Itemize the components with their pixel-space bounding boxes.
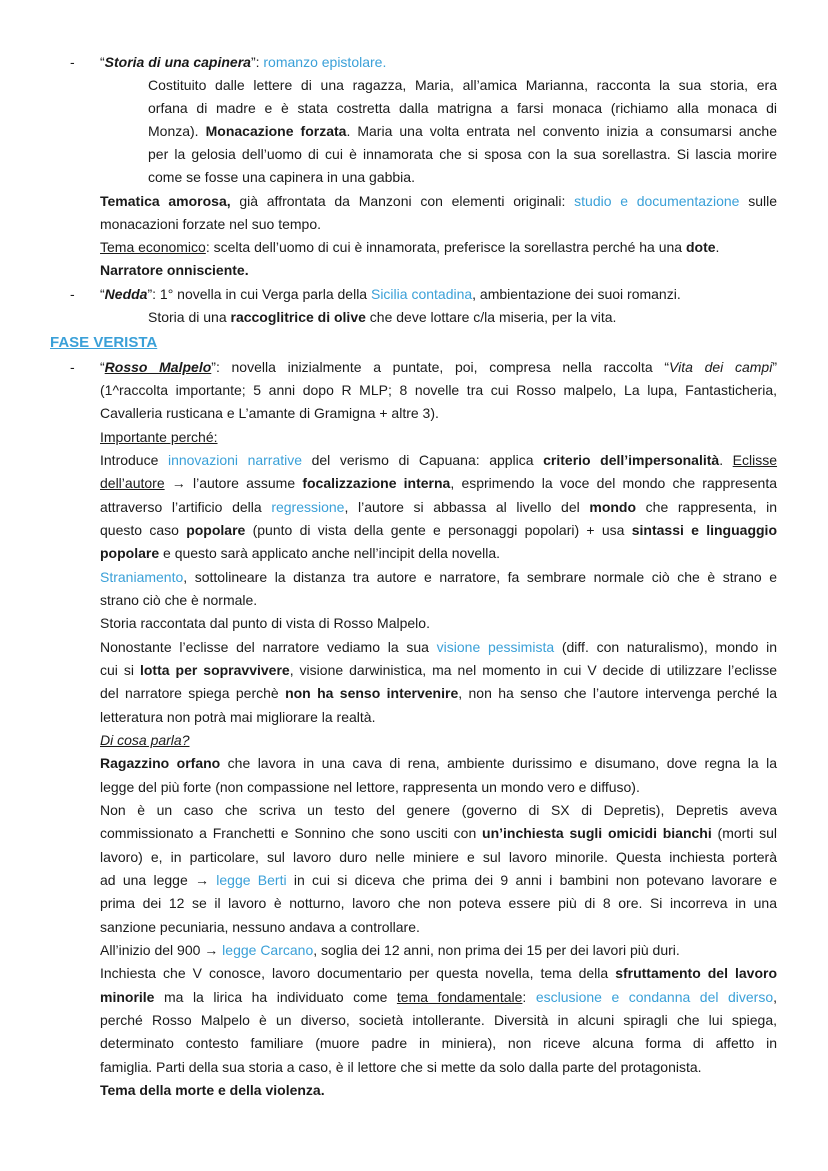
paragraph-line: ad una legge → legge Berti in cui si diceva che prima dei 9 anni i bambini non potevano lavorare e [100, 872, 778, 888]
paragraph-line: Costituito dalle lettere di una ragazza, Maria, all’amica Marianna, racconta la sua storia, era [148, 77, 777, 93]
paragraph-line: Storia raccontata dal punto di vista di Rosso Malpelo. [100, 615, 430, 631]
bullet-dash: - [70, 359, 75, 375]
paragraph-line: letteratura non potrà mai migliorare la realtà. [100, 709, 376, 725]
paragraph-line: determinato contesto familiare (muore padre in miniera), non riceve alcuna forma di affetto in [100, 1035, 777, 1051]
bullet-dash: - [70, 286, 75, 302]
paragraph-line: come se fosse una capinera in una gabbia. [148, 169, 415, 185]
paragraph-line: minorile ma la lirica ha individuato come tema fondamentale: esclusione e condanna del diverso, [100, 989, 778, 1005]
paragraph-line: orfana di madre e è stata costretta dalla matrigna a farsi monaca (richiamo alla monaca di [148, 100, 777, 116]
paragraph-line: del narratore spiega perchè non ha senso intervenire, non ha senso che l’autore intervenga perché la [100, 685, 777, 701]
paragraph-line: Non è un caso che scriva un testo del genere (governo di SX di Depretis), Depretis aveva [100, 802, 777, 818]
section-heading: FASE VERISTA [50, 334, 158, 351]
capinera-title-line: “Storia di una capinera”: romanzo epistolare. [100, 54, 387, 70]
paragraph-line: dell’autore → l’autore assume focalizzazione interna, esprimendo la voce del mondo che rappresenta [100, 475, 778, 491]
paragraph-line: Tema della morte e della violenza. [100, 1082, 325, 1098]
paragraph-line: Monza). Monacazione forzata. Maria una volta entrata nel convento inizia a consumarsi anche [148, 123, 777, 139]
paragraph-line: attraverso l’artificio della regressione, l’autore si abbassa al livello del mondo che rappresenta, in [100, 499, 778, 515]
paragraph-line: Storia di una raccoglitrice di olive che deve lottare c/la miseria, per la vita. [148, 309, 617, 325]
paragraph-line: Introduce innovazioni narrative del verismo di Capuana: applica criterio dell’impersonalità. Eclisse [100, 452, 778, 468]
paragraph-line: Tema economico: scelta dell’uomo di cui è innamorata, preferisce la sorellastra perché ha una dote. [100, 239, 720, 255]
paragraph-line: per la gelosia dell’uomo di cui è innamorata che si sposa con la sua sorellastra. Si lascia morire [148, 146, 777, 162]
bullet-dash: - [70, 54, 75, 70]
paragraph-line: Ragazzino orfano che lavora in una cava di rena, ambiente durissimo e disumano, dove regna la la [100, 755, 778, 771]
genre-label: romanzo epistolare. [263, 54, 387, 70]
paragraph-line: commissionato a Franchetti e Sonnino che sono usciti con un’inchiesta sugli omicidi bianchi (morti sul [100, 825, 777, 841]
paragraph-line: Straniamento, sottolineare la distanza tra autore e narratore, fa sembrare normale ciò che è strano e [100, 569, 777, 585]
nedda-title-line: “Nedda”: 1° novella in cui Verga parla della Sicilia contadina, ambientazione dei suoi romanzi. [100, 286, 681, 302]
paragraph-line: famiglia. Parti della sua storia a caso, è il lettore che si mette da solo dalla parte del protagonista. [100, 1059, 702, 1075]
capinera-title: Storia di una capinera [104, 54, 251, 70]
paragraph-line: Narratore onnisciente. [100, 262, 249, 278]
paragraph-line: Nonostante l’eclisse del narratore vediamo la sua visione pessimista (diff. con naturalismo), mondo in [100, 639, 777, 655]
subheading: Di cosa parla? [100, 732, 190, 748]
paragraph-line: strano ciò che è normale. [100, 592, 258, 608]
paragraph-line: monacazioni forzate nel suo tempo. [100, 216, 322, 232]
paragraph-line: (1^raccolta importante; 5 anni dopo R MLP; 8 novelle tra cui Rosso malpelo, La lupa, Fantasticheria, [100, 382, 777, 398]
paragraph-line: perché Rosso Malpelo è un diverso, società intollerante. Diversità in alcuni spiragli che lui spiega, [100, 1012, 777, 1028]
paragraph-line: prima dei 12 se il lavoro è notturno, lavoro che non poteva essere più di 8 ore. Si incorreva in una [100, 895, 777, 911]
nedda-title: Nedda [104, 286, 148, 302]
paragraph-line: questo caso popolare (punto di vista della gente e personaggi popolari) + usa sintassi e linguaggio [100, 522, 777, 538]
paragraph-line: cui si lotta per sopravvivere, visione darwinistica, ma nel momento in cui V decide di utilizzare l’eclisse [100, 662, 777, 678]
paragraph-line: lavoro) e, in particolare, sul lavoro duro nelle miniere e sul lavoro minorile. Questa inchiesta porterà [100, 849, 777, 865]
paragraph-line: legge del più forte (non compassione nel lettore, rappresenta un mondo vero e diffuso). [100, 779, 640, 795]
paragraph-line: Inchiesta che V conosce, lavoro documentario per questa novella, tema della sfruttamento del lavoro [100, 965, 777, 981]
malpelo-title-line: “Rosso Malpelo”: novella inizialmente a puntate, poi, compresa nella raccolta “Vita dei campi” [100, 359, 778, 375]
malpelo-title: Rosso Malpelo [104, 359, 212, 375]
subheading: Importante perché: [100, 429, 218, 445]
paragraph-line: Tematica amorosa, già affrontata da Manzoni con elementi originali: studio e documentazione sulle [100, 193, 778, 209]
paragraph-line: sanzione pecuniaria, nessuno andava a controllare. [100, 919, 420, 935]
paragraph-line: Cavalleria rusticana e L’amante di Gramigna + altre 3). [100, 405, 439, 421]
paragraph-line: popolare e questo sarà applicato anche nell’incipit della novella. [100, 545, 501, 561]
paragraph-line: All’inizio del 900 → legge Carcano, soglia dei 12 anni, non prima dei 15 per dei lavori più duri. [100, 942, 680, 958]
